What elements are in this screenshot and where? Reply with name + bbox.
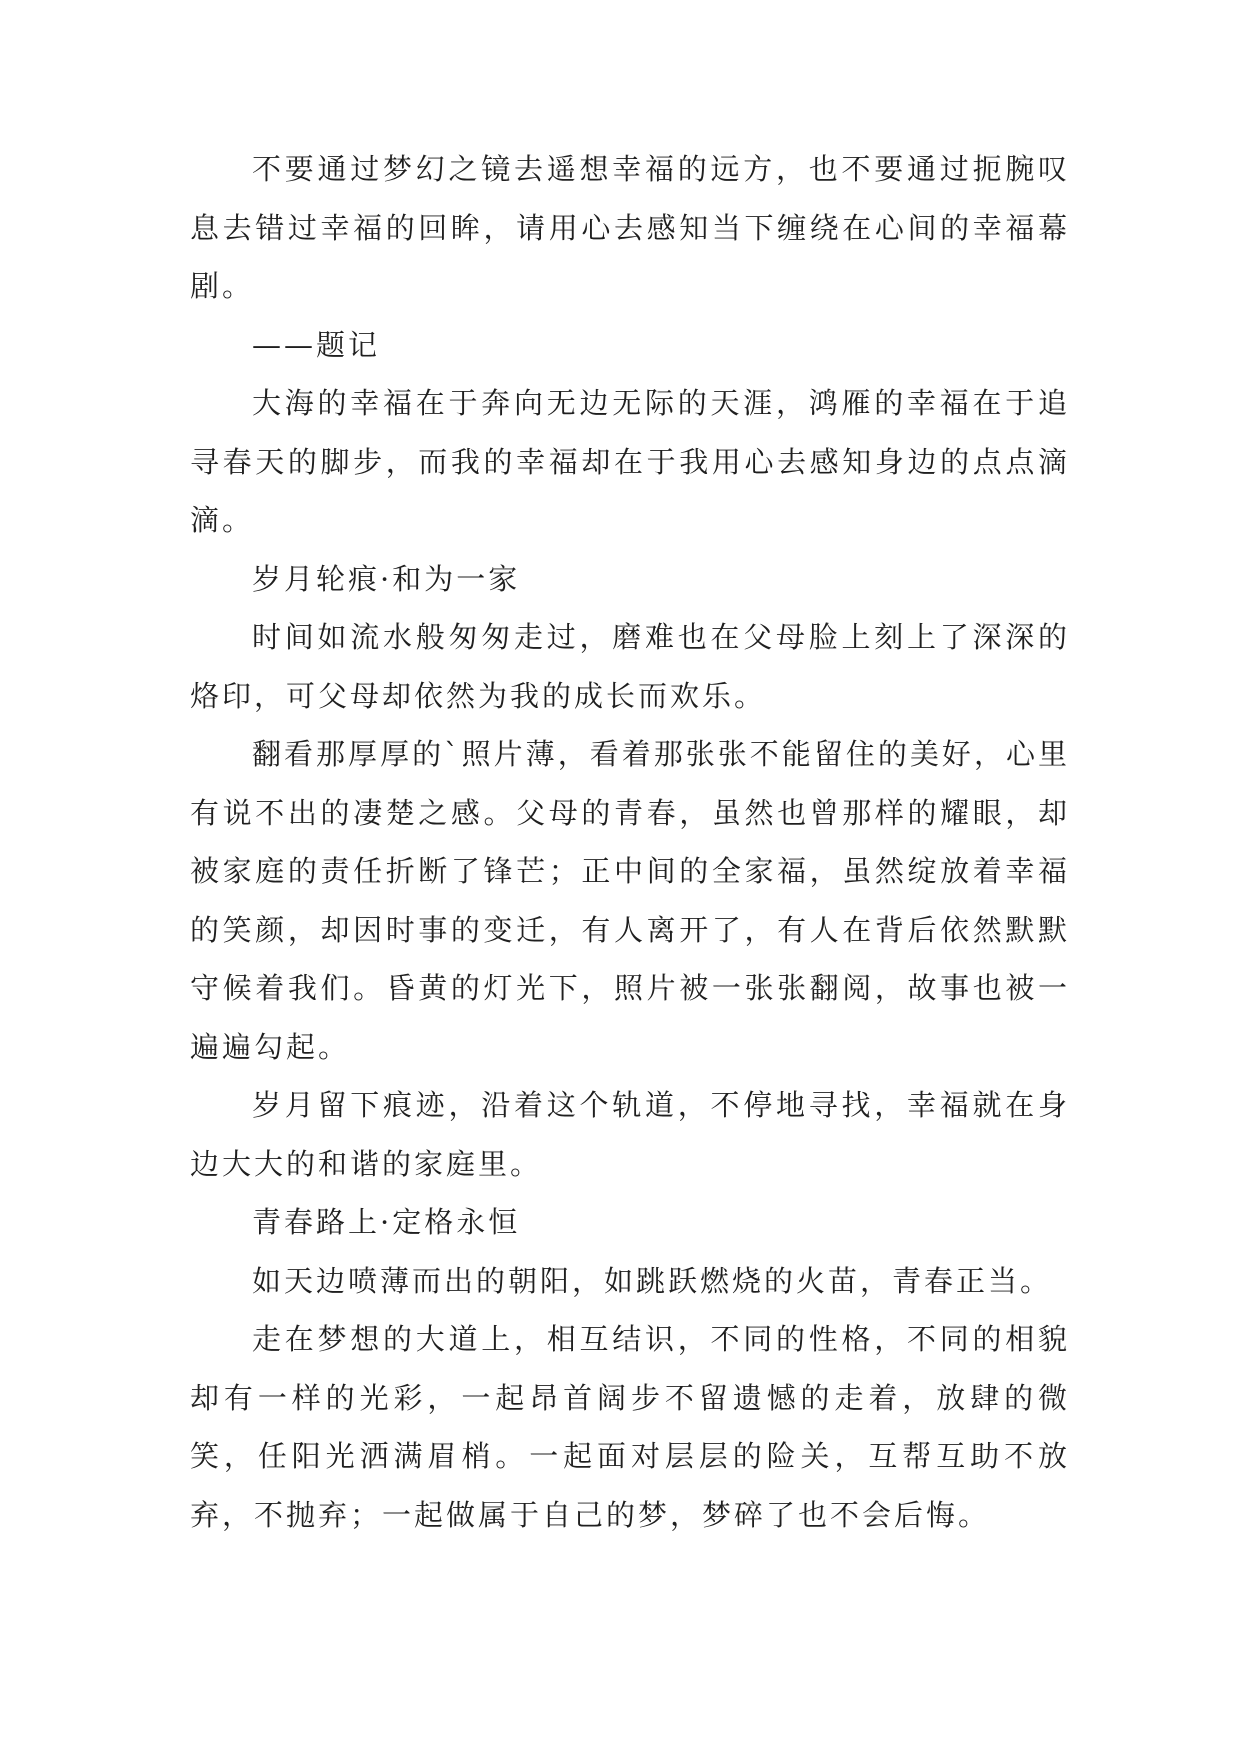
body-paragraph: 走在梦想的大道上，相互结识，不同的性格，不同的相貌却有一样的光彩，一起昂首阔步不留遗憾的走着，放肆的微笑，任阳光洒满眉梢。一起面对层层的险关，互帮互助不放弃，不抛弃；一起做属于自己的梦，梦碎了也不会后悔。	[190, 1322, 1070, 1532]
body-paragraph: 翻看那厚厚的`照片薄，看着那张张不能留住的美好，心里有说不出的凄楚之感。父母的青春，虽然也曾那样的耀眼，却被家庭的责任折断了锋芒；正中间的全家福，虽然绽放着幸福的笑颜，却因时事的变迁，有人离开了，有人在背后依然默默守候着我们。昏黄的灯光下，照片被一张张翻阅，故事也被一遍遍勾起。	[190, 737, 1070, 1064]
body-paragraph: 岁月留下痕迹，沿着这个轨道，不停地寻找，幸福就在身边大大的和谐的家庭里。	[190, 1088, 1070, 1181]
intro-paragraph: 大海的幸福在于奔向无边无际的天涯，鸿雁的幸福在于追寻春天的脚步，而我的幸福却在于我用心去感知身边的点点滴滴。	[190, 386, 1070, 537]
epigraph-attribution: ——题记	[252, 327, 381, 362]
section-heading-family: 岁月轮痕·和为一家	[252, 561, 521, 596]
body-paragraph: 如天边喷薄而出的朝阳，如跳跃燃烧的火苗，青春正当。	[252, 1263, 1053, 1298]
document-page	[190, 140, 1070, 1544]
epigraph-paragraph: 不要通过梦幻之镜去遥想幸福的远方，也不要通过扼腕叹息去错过幸福的回眸，请用心去感知当下缠绕在心间的幸福幕剧。	[190, 152, 1070, 303]
section-heading-youth: 青春路上·定格永恒	[252, 1205, 521, 1239]
body-paragraph: 时间如流水般匆匆走过，磨难也在父母脸上刻上了深深的烙印，可父母却依然为我的成长而欢乐。	[190, 620, 1070, 713]
